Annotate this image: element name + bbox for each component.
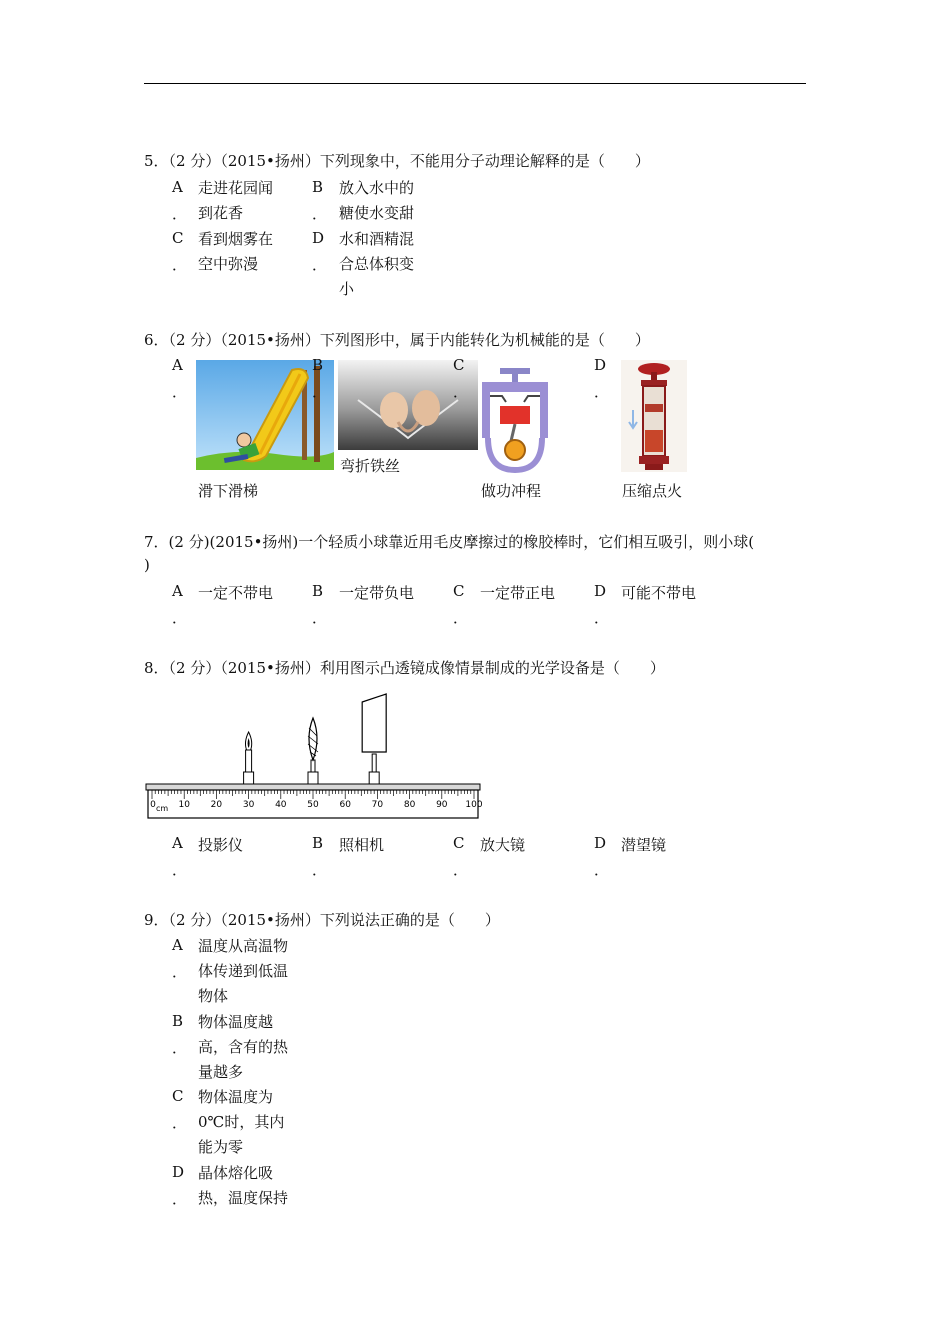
question-8-stem: 8．（2 分）（2015•扬州）利用图示凸透镜成像情景制成的光学设备是（ ） (144, 659, 665, 677)
q7-option-c-dot: ． (453, 609, 469, 627)
optical-bench-figure (144, 690, 484, 822)
q5-option-c-text[interactable]: 看到烟雾在空中弥漫 (198, 230, 274, 273)
q5-option-a-text[interactable]: 走进花园闻到花香 (198, 179, 274, 222)
header-rule (144, 83, 806, 84)
q6-option-d-letter[interactable]: D (594, 356, 607, 374)
q6-option-d-caption: 压缩点火 (622, 482, 683, 500)
q7-option-c-letter[interactable]: C (453, 582, 465, 600)
q5-option-d-text[interactable]: 水和酒精混合总体积变小 (339, 230, 415, 298)
q7-option-a-text[interactable]: 一定不带电 (198, 584, 274, 602)
q6-option-b-caption: 弯折铁丝 (340, 457, 401, 475)
q8-option-a-letter[interactable]: A (172, 834, 183, 852)
compression-ignition-picture[interactable] (621, 360, 687, 472)
q9-option-b-dot: ． (172, 1039, 188, 1057)
q6-option-b-dot: ． (312, 383, 328, 401)
q7-option-d-letter[interactable]: D (594, 582, 607, 600)
q5-option-a-dot: ． (172, 205, 188, 223)
ruler-unit-label: cm (156, 804, 169, 813)
q5-option-d-dot: ． (312, 256, 328, 274)
question-6-stem: 6．（2 分）（2015•扬州）下列图形中，属于内能转化为机械能的是（ ） (144, 331, 650, 349)
q9-option-d-dot: ． (172, 1190, 188, 1208)
q7-option-a-letter[interactable]: A (172, 582, 183, 600)
q7-option-d-text[interactable]: 可能不带电 (621, 584, 697, 602)
q7-option-b-letter[interactable]: B (312, 582, 324, 600)
ruler-tick-label: 90 (436, 800, 448, 810)
ruler-tick-label: 30 (242, 800, 255, 810)
q6-option-c-caption: 做功冲程 (481, 482, 542, 500)
q8-option-d-text[interactable]: 潜望镜 (621, 836, 667, 854)
q5-option-b-dot: ． (312, 205, 328, 223)
question-7-stem: 7．(2 分)(2015•扬州)一个轻质小球靠近用毛皮摩擦过的橡胶棒时，它们相互吸引，则小球( (144, 533, 755, 551)
q8-option-d-letter[interactable]: D (594, 834, 607, 852)
q7-option-b-dot: ． (312, 609, 328, 627)
ruler-tick-label: 60 (339, 800, 351, 810)
q8-option-a-text[interactable]: 投影仪 (198, 836, 244, 854)
q6-option-a-dot: ． (172, 383, 188, 401)
q9-option-c-letter[interactable]: C (172, 1087, 184, 1105)
engine-stroke-picture[interactable] (478, 366, 552, 474)
q8-option-c-letter[interactable]: C (453, 834, 465, 852)
ruler-tick-label: 100 (465, 800, 483, 810)
q7-option-c-text[interactable]: 一定带正电 (480, 584, 556, 602)
q9-option-d-text[interactable]: 晶体熔化吸热，温度保持 (198, 1164, 289, 1207)
q5-option-d-letter[interactable]: D (312, 229, 325, 247)
q8-option-d-dot: ． (594, 861, 610, 879)
ruler-tick-label: 50 (307, 800, 319, 810)
q5-option-b-letter[interactable]: B (312, 178, 324, 196)
convex-lens-icon (308, 718, 318, 784)
q7-option-d-dot: ． (594, 609, 610, 627)
ruler-tick-label: 70 (371, 800, 384, 810)
q9-option-a-dot: ． (172, 963, 188, 981)
q8-option-b-text[interactable]: 照相机 (339, 836, 385, 854)
q9-option-a-letter[interactable]: A (172, 936, 183, 954)
q8-option-b-letter[interactable]: B (312, 834, 324, 852)
q9-option-c-dot: ． (172, 1114, 188, 1132)
q5-option-c-letter[interactable]: C (172, 229, 184, 247)
q9-option-a-text[interactable]: 温度从高温物体传递到低温物体 (198, 937, 289, 1005)
ruler-tick-label: 80 (403, 800, 416, 810)
q9-option-b-letter[interactable]: B (172, 1012, 184, 1030)
q8-option-c-text[interactable]: 放大镜 (480, 836, 526, 854)
q8-option-c-dot: ． (453, 861, 469, 879)
q6-option-a-caption: 滑下滑梯 (198, 482, 259, 500)
q9-option-c-text[interactable]: 物体温度为0℃时，其内能为零 (198, 1088, 285, 1156)
q6-option-a-letter[interactable]: A (172, 356, 183, 374)
candle-icon (244, 732, 254, 784)
q5-option-a-letter[interactable]: A (172, 178, 183, 196)
question-9-stem: 9．（2 分）（2015•扬州）下列说法正确的是（ ） (144, 911, 500, 929)
q6-option-c-letter[interactable]: C (453, 356, 465, 374)
light-screen-icon (362, 694, 386, 784)
ruler-tick-label: 10 (178, 800, 190, 810)
question-5-stem: 5．（2 分）（2015•扬州）下列现象中，不能用分子动理论解释的是（ ） (144, 152, 650, 170)
q8-option-b-dot: ． (312, 861, 328, 879)
ruler-tick-label: 0 (150, 800, 156, 810)
q5-option-b-text[interactable]: 放入水中的糖使水变甜 (339, 179, 415, 222)
q9-option-b-text[interactable]: 物体温度越高，含有的热量越多 (198, 1013, 289, 1081)
q6-option-b-letter[interactable]: B (312, 356, 324, 374)
question-7-stem-continued: ) (144, 556, 150, 574)
q6-option-c-dot: ． (453, 383, 469, 401)
slide-picture[interactable] (196, 360, 334, 470)
ruler-tick-label: 20 (210, 800, 223, 810)
q5-option-c-dot: ． (172, 256, 188, 274)
q8-option-a-dot: ． (172, 861, 188, 879)
q7-option-a-dot: ． (172, 609, 188, 627)
q9-option-d-letter[interactable]: D (172, 1163, 185, 1181)
q6-option-d-dot: ． (594, 383, 610, 401)
ruler-tick-label: 40 (275, 800, 287, 810)
q7-option-b-text[interactable]: 一定带负电 (339, 584, 415, 602)
